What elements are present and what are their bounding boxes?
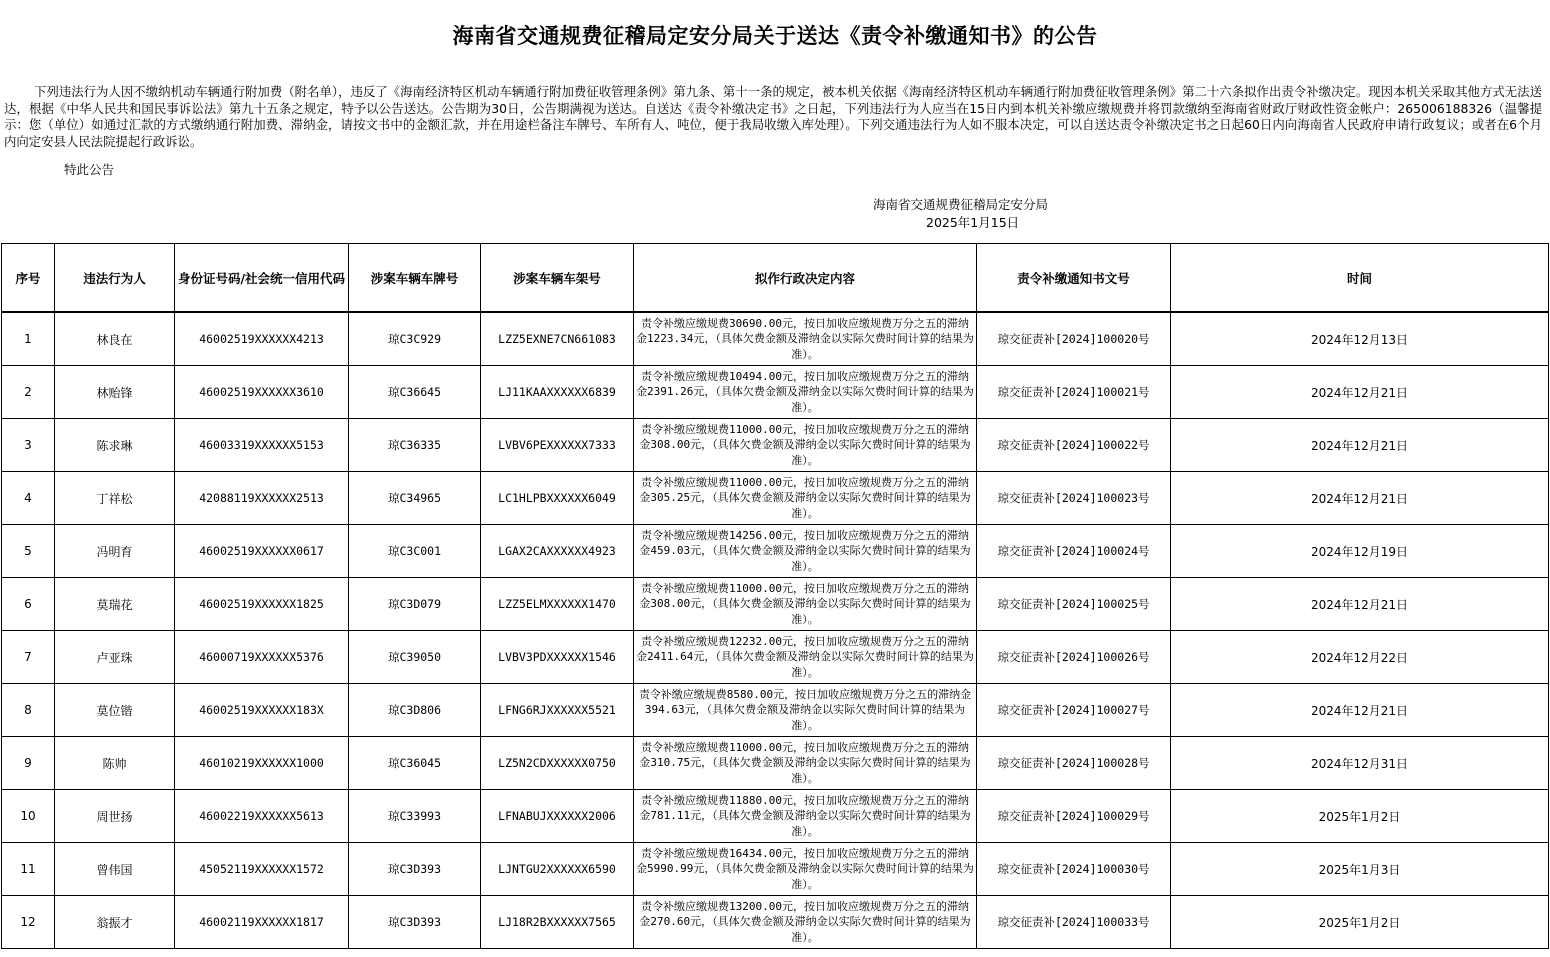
cell-doc: 琼交征责补[2024]100025号 xyxy=(977,578,1171,631)
header-date: 时间 xyxy=(1171,244,1549,313)
cell-content: 责令补缴应缴规费12232.00元，按日加收应缴规费万分之五的滞纳金2411.64元，（具体欠费金额及滞纳金以实际欠费时间计算的结果为准）。 xyxy=(634,631,977,684)
cell-doc: 琼交征责补[2024]100028号 xyxy=(977,737,1171,790)
header-vin: 涉案车辆车架号 xyxy=(481,244,634,313)
cell-plate: 琼C3C929 xyxy=(349,312,481,366)
header-content: 拟作行政决定内容 xyxy=(634,244,977,313)
cell-plate: 琼C39050 xyxy=(349,631,481,684)
cell-plate: 琼C33993 xyxy=(349,790,481,843)
table-row xyxy=(2,312,1549,366)
cell-plate: 琼C36645 xyxy=(349,366,481,419)
signature-date: 2025年1月15日 xyxy=(926,215,1020,230)
cell-vin: LVBV3PDXXXXXX1546 xyxy=(481,631,634,684)
cell-name: 周世扬 xyxy=(55,790,175,843)
cell-date: 2024年12月22日 xyxy=(1171,631,1549,684)
cell-doc: 琼交征责补[2024]100033号 xyxy=(977,896,1171,949)
cell-id: 46000719XXXXXX5376 xyxy=(175,631,349,684)
cell-no: 10 xyxy=(2,790,55,843)
notice-body: 下列违法行为人因不缴纳机动车辆通行附加费（附名单），违反了《海南经济特区机动车辆通行附加费征收管理条例》第九条、第十一条的规定，被本机关依据《海南经济特区机动车辆通行附加费征收管理条例》第二十六条拟作出责令补缴决定。现因本机关采取其他方式无法送达，根据《中华人民共和国民事诉讼法》第九十五条之规定，特予以公告送达。公告期为30日，公告期满视为送达。自送达《责令补缴决定书》之日起，下列违法行为人应当在15日内到本机关补缴应缴规费并将罚款缴纳至海南省财政厅财政性资金帐户：265006188326（温馨提示：您（单位）如通过汇款的方式缴纳通行附加费、滞纳金，请按文书中的金额汇款，并在用途栏备注车牌号、车所有人、吨位，便于我局收缴入库处理）。下列交通违法行为人如不服本决定，可以自送达责令补缴决定书之日起60日内向海南省人民政府申请行政复议；或者在6个月内向定安县人民法院提起行政诉讼。 xyxy=(4,84,1542,149)
cell-id: 46002519XXXXXX183X xyxy=(175,684,349,737)
cell-date: 2024年12月31日 xyxy=(1171,737,1549,790)
cell-doc: 琼交征责补[2024]100020号 xyxy=(977,312,1171,366)
cell-doc: 琼交征责补[2024]100026号 xyxy=(977,631,1171,684)
cell-content: 责令补缴应缴规费30690.00元，按日加收应缴规费万分之五的滞纳金1223.34元，（具体欠费金额及滞纳金以实际欠费时间计算的结果为准）。 xyxy=(634,312,977,366)
table-row xyxy=(2,631,1549,684)
cell-plate: 琼C3D393 xyxy=(349,896,481,949)
cell-date: 2024年12月19日 xyxy=(1171,525,1549,578)
cell-plate: 琼C3D393 xyxy=(349,843,481,896)
cell-no: 1 xyxy=(2,312,55,366)
cell-doc: 琼交征责补[2024]100023号 xyxy=(977,472,1171,525)
cell-doc: 琼交征责补[2024]100021号 xyxy=(977,366,1171,419)
cell-vin: LFNG6RJXXXXXX5521 xyxy=(481,684,634,737)
cell-no: 3 xyxy=(2,419,55,472)
cell-id: 45052119XXXXXX1572 xyxy=(175,843,349,896)
cell-id: 46002119XXXXXX1817 xyxy=(175,896,349,949)
table-row xyxy=(2,896,1549,949)
table-row xyxy=(2,843,1549,896)
cell-vin: LVBV6PEXXXXXX7333 xyxy=(481,419,634,472)
cell-vin: LZZ5EXNE7CN661083 xyxy=(481,312,634,366)
cell-date: 2025年1月3日 xyxy=(1171,843,1549,896)
cell-content: 责令补缴应缴规费11000.00元，按日加收应缴规费万分之五的滞纳金310.75元，（具体欠费金额及滞纳金以实际欠费时间计算的结果为准）。 xyxy=(634,737,977,790)
header-name: 违法行为人 xyxy=(55,244,175,313)
cell-vin: LC1HLPBXXXXXX6049 xyxy=(481,472,634,525)
cell-no: 6 xyxy=(2,578,55,631)
cell-content: 责令补缴应缴规费11000.00元，按日加收应缴规费万分之五的滞纳金305.25元，（具体欠费金额及滞纳金以实际欠费时间计算的结果为准）。 xyxy=(634,472,977,525)
cell-name: 丁祥松 xyxy=(55,472,175,525)
cell-no: 12 xyxy=(2,896,55,949)
cell-doc: 琼交征责补[2024]100030号 xyxy=(977,843,1171,896)
cell-name: 莫位锴 xyxy=(55,684,175,737)
cell-vin: LJ18R2BXXXXXX7565 xyxy=(481,896,634,949)
cell-plate: 琼C3D079 xyxy=(349,578,481,631)
cell-date: 2024年12月21日 xyxy=(1171,419,1549,472)
violator-table xyxy=(1,243,1549,949)
cell-id: 42088119XXXXXX2513 xyxy=(175,472,349,525)
cell-id: 46002519XXXXXX1825 xyxy=(175,578,349,631)
cell-doc: 琼交征责补[2024]100027号 xyxy=(977,684,1171,737)
table-row xyxy=(2,525,1549,578)
cell-content: 责令补缴应缴规费11000.00元，按日加收应缴规费万分之五的滞纳金308.00元，（具体欠费金额及滞纳金以实际欠费时间计算的结果为准）。 xyxy=(634,578,977,631)
cell-id: 46002519XXXXXX3610 xyxy=(175,366,349,419)
cell-id: 46002219XXXXXX5613 xyxy=(175,790,349,843)
closing-text: 特此公告 xyxy=(64,162,115,177)
cell-content: 责令补缴应缴规费16434.00元，按日加收应缴规费万分之五的滞纳金5990.99元，（具体欠费金额及滞纳金以实际欠费时间计算的结果为准）。 xyxy=(634,843,977,896)
cell-content: 责令补缴应缴规费13200.00元，按日加收应缴规费万分之五的滞纳金270.60元，（具体欠费金额及滞纳金以实际欠费时间计算的结果为准）。 xyxy=(634,896,977,949)
cell-name: 卢亚珠 xyxy=(55,631,175,684)
table-header-row xyxy=(2,244,1549,313)
table-row xyxy=(2,790,1549,843)
cell-id: 46003319XXXXXX5153 xyxy=(175,419,349,472)
cell-date: 2025年1月2日 xyxy=(1171,896,1549,949)
cell-content: 责令补缴应缴规费8580.00元，按日加收应缴规费万分之五的滞纳金394.63元，（具体欠费金额及滞纳金以实际欠费时间计算的结果为准）。 xyxy=(634,684,977,737)
cell-name: 翁振才 xyxy=(55,896,175,949)
table-row xyxy=(2,684,1549,737)
header-doc: 责令补缴通知书文号 xyxy=(977,244,1171,313)
table-row xyxy=(2,419,1549,472)
cell-name: 林良在 xyxy=(55,312,175,366)
cell-id: 46002519XXXXXX0617 xyxy=(175,525,349,578)
cell-id: 46010219XXXXXX1000 xyxy=(175,737,349,790)
cell-content: 责令补缴应缴规费10494.00元，按日加收应缴规费万分之五的滞纳金2391.26元，（具体欠费金额及滞纳金以实际欠费时间计算的结果为准）。 xyxy=(634,366,977,419)
cell-no: 9 xyxy=(2,737,55,790)
cell-no: 4 xyxy=(2,472,55,525)
cell-no: 7 xyxy=(2,631,55,684)
cell-date: 2024年12月21日 xyxy=(1171,684,1549,737)
cell-name: 曾伟国 xyxy=(55,843,175,896)
table-row xyxy=(2,737,1549,790)
cell-name: 莫瑞花 xyxy=(55,578,175,631)
header-plate: 涉案车辆车牌号 xyxy=(349,244,481,313)
cell-plate: 琼C36335 xyxy=(349,419,481,472)
cell-date: 2024年12月21日 xyxy=(1171,472,1549,525)
cell-plate: 琼C3C001 xyxy=(349,525,481,578)
cell-date: 2024年12月21日 xyxy=(1171,366,1549,419)
cell-vin: LJ11KAAXXXXXX6839 xyxy=(481,366,634,419)
cell-vin: LGAX2CAXXXXXX4923 xyxy=(481,525,634,578)
cell-doc: 琼交征责补[2024]100029号 xyxy=(977,790,1171,843)
cell-vin: LJNTGU2XXXXXX6590 xyxy=(481,843,634,896)
table-row xyxy=(2,578,1549,631)
cell-name: 林贻锋 xyxy=(55,366,175,419)
header-no: 序号 xyxy=(2,244,55,313)
cell-name: 陈求琳 xyxy=(55,419,175,472)
cell-doc: 琼交征责补[2024]100022号 xyxy=(977,419,1171,472)
cell-doc: 琼交征责补[2024]100024号 xyxy=(977,525,1171,578)
cell-no: 2 xyxy=(2,366,55,419)
signature-org: 海南省交通规费征稽局定安分局 xyxy=(873,197,1049,212)
cell-plate: 琼C36045 xyxy=(349,737,481,790)
table-row xyxy=(2,366,1549,419)
cell-plate: 琼C3D806 xyxy=(349,684,481,737)
cell-id: 46002519XXXXXX4213 xyxy=(175,312,349,366)
cell-vin: LZZ5ELMXXXXXX1470 xyxy=(481,578,634,631)
cell-no: 5 xyxy=(2,525,55,578)
cell-date: 2024年12月13日 xyxy=(1171,312,1549,366)
cell-content: 责令补缴应缴规费14256.00元，按日加收应缴规费万分之五的滞纳金459.03元，（具体欠费金额及滞纳金以实际欠费时间计算的结果为准）。 xyxy=(634,525,977,578)
cell-content: 责令补缴应缴规费11880.00元，按日加收应缴规费万分之五的滞纳金781.11元，（具体欠费金额及滞纳金以实际欠费时间计算的结果为准）。 xyxy=(634,790,977,843)
cell-no: 8 xyxy=(2,684,55,737)
cell-vin: LFNABUJXXXXXX2006 xyxy=(481,790,634,843)
cell-content: 责令补缴应缴规费11000.00元，按日加收应缴规费万分之五的滞纳金308.00元，（具体欠费金额及滞纳金以实际欠费时间计算的结果为准）。 xyxy=(634,419,977,472)
page-title: 海南省交通规费征稽局定安分局关于送达《责令补缴通知书》的公告 xyxy=(452,23,1098,48)
cell-date: 2025年1月2日 xyxy=(1171,790,1549,843)
cell-vin: LZ5N2CDXXXXXX0750 xyxy=(481,737,634,790)
header-id: 身份证号码/社会统一信用代码 xyxy=(175,244,349,313)
cell-no: 11 xyxy=(2,843,55,896)
cell-name: 冯明育 xyxy=(55,525,175,578)
cell-plate: 琼C34965 xyxy=(349,472,481,525)
cell-date: 2024年12月21日 xyxy=(1171,578,1549,631)
table-row xyxy=(2,472,1549,525)
cell-name: 陈帅 xyxy=(55,737,175,790)
